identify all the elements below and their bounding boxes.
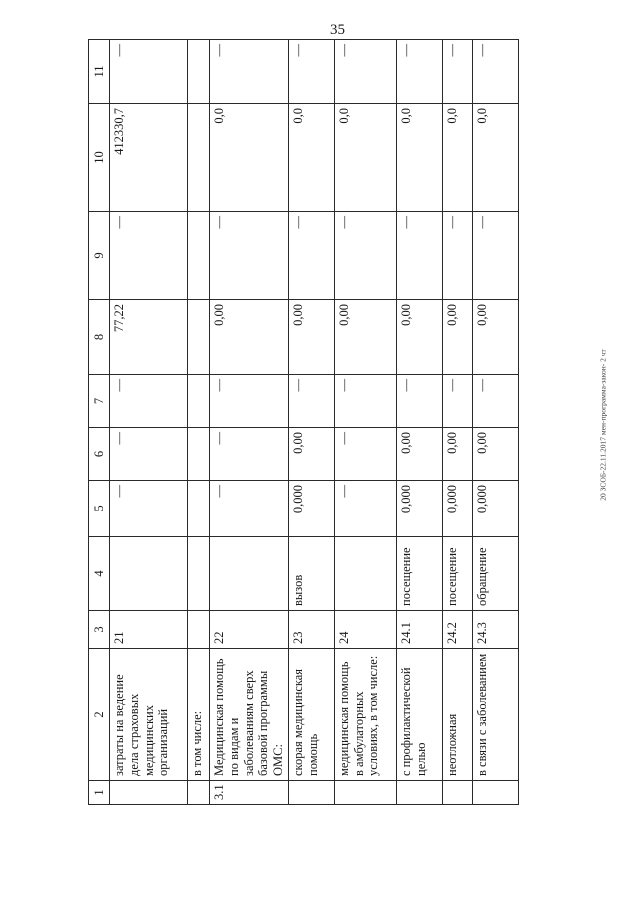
table-cell-col-10: 0,0 — [210, 104, 289, 212]
header-cell: 10 — [89, 104, 110, 212]
table-cell-col-3: 21 — [110, 611, 188, 649]
table-cell-col-1 — [442, 781, 472, 805]
table-cell-col-7: — — [288, 375, 334, 428]
table-cell-col-1 — [472, 781, 518, 805]
table-cell-col-5 — [188, 481, 210, 537]
table-cell-col-1 — [396, 781, 442, 805]
table-row — [188, 40, 210, 805]
header-cell: 11 — [89, 40, 110, 104]
table-cell-col-2: в том числе: — [188, 649, 210, 781]
table-body — [89, 40, 519, 805]
table-cell-col-1 — [188, 781, 210, 805]
table-cell-col-9: — — [110, 212, 188, 300]
header-row — [89, 40, 110, 805]
header-cell: 1 — [89, 781, 110, 805]
table-cell-col-1 — [110, 781, 188, 805]
table-cell-col-10: 0,0 — [396, 104, 442, 212]
table-row — [442, 40, 472, 805]
table-cell-col-4 — [188, 537, 210, 611]
table-cell-col-2: в связи с заболеванием — [472, 649, 518, 781]
table-cell-col-8: 0,00 — [442, 300, 472, 375]
table-row — [472, 40, 518, 805]
table-cell-col-10: 412330,7 — [110, 104, 188, 212]
table-cell-col-7: — — [472, 375, 518, 428]
rotated-table-frame — [88, 40, 508, 805]
header-cell: 9 — [89, 212, 110, 300]
table-cell-col-4: посещение — [442, 537, 472, 611]
table-cell-col-3: 22 — [210, 611, 289, 649]
table-cell-col-11: — — [110, 40, 188, 104]
table-cell-col-11: — — [210, 40, 289, 104]
table-cell-col-6: — — [110, 428, 188, 481]
table-cell-col-4: вызов — [288, 537, 334, 611]
table-cell-col-5: — — [334, 481, 396, 537]
table-cell-col-2: затраты на ведение дела страховых медицинских организаций — [110, 649, 188, 781]
table-cell-col-5: 0,000 — [396, 481, 442, 537]
table-cell-col-10: 0,0 — [334, 104, 396, 212]
table-cell-col-11 — [188, 40, 210, 104]
table-cell-col-8: 0,00 — [210, 300, 289, 375]
header-cell: 7 — [89, 375, 110, 428]
table-cell-col-3: 24 — [334, 611, 396, 649]
table-cell-col-6: 0,00 — [396, 428, 442, 481]
table-cell-col-8: 0,00 — [472, 300, 518, 375]
table-row — [396, 40, 442, 805]
table-cell-col-3: 24.3 — [472, 611, 518, 649]
header-cell: 3 — [89, 611, 110, 649]
side-note: 20 ЗСОБ-22.11.2017 мен-программа-закон- 2 чт — [598, 349, 608, 501]
table-cell-col-3: 23 — [288, 611, 334, 649]
table-row — [334, 40, 396, 805]
table-cell-col-7: — — [396, 375, 442, 428]
table-cell-col-2: Медицинская помощь по видам и заболеваниям сверх базовой программы ОМС: — [210, 649, 289, 781]
table-cell-col-1 — [288, 781, 334, 805]
table-cell-col-8: 0,00 — [396, 300, 442, 375]
table-cell-col-6: 0,00 — [472, 428, 518, 481]
table-cell-col-7: — — [210, 375, 289, 428]
table-cell-col-4: обращение — [472, 537, 518, 611]
header-cell: 4 — [89, 537, 110, 611]
table-cell-col-11: — — [396, 40, 442, 104]
table-cell-col-5: 0,000 — [442, 481, 472, 537]
table-cell-col-11: — — [442, 40, 472, 104]
table-cell-col-10 — [188, 104, 210, 212]
table-cell-col-6: — — [210, 428, 289, 481]
header-cell: 8 — [89, 300, 110, 375]
table-cell-col-8 — [188, 300, 210, 375]
table-cell-col-7: — — [334, 375, 396, 428]
table-cell-col-1: 3.1 — [210, 781, 289, 805]
table-cell-col-10: 0,0 — [442, 104, 472, 212]
table-cell-col-2: с профилактической целью — [396, 649, 442, 781]
table-cell-col-10: 0,0 — [288, 104, 334, 212]
table-cell-col-2: медицинская помощь в амбулаторных условиях, в том числе: — [334, 649, 396, 781]
table-cell-col-2: неотложная — [442, 649, 472, 781]
table-cell-col-6: — — [334, 428, 396, 481]
table-cell-col-10: 0,0 — [472, 104, 518, 212]
table-cell-col-3: 24.2 — [442, 611, 472, 649]
table-cell-col-8: 77,22 — [110, 300, 188, 375]
header-cell: 6 — [89, 428, 110, 481]
table-cell-col-4: посещение — [396, 537, 442, 611]
side-note-container — [598, 30, 608, 820]
table-cell-col-8: 0,00 — [334, 300, 396, 375]
table-cell-col-9: — — [396, 212, 442, 300]
table-cell-col-1 — [334, 781, 396, 805]
table-cell-col-9: — — [442, 212, 472, 300]
table-cell-col-6: 0,00 — [442, 428, 472, 481]
table-cell-col-11: — — [472, 40, 518, 104]
header-cell: 2 — [89, 649, 110, 781]
table-row — [110, 40, 188, 805]
table-cell-col-5: — — [210, 481, 289, 537]
table-cell-col-5: — — [110, 481, 188, 537]
table-cell-col-5: 0,000 — [472, 481, 518, 537]
table-cell-col-9: — — [472, 212, 518, 300]
table-cell-col-2: скорая медицинская помощь — [288, 649, 334, 781]
table-cell-col-9: — — [334, 212, 396, 300]
table-cell-col-7: — — [110, 375, 188, 428]
table-cell-col-11: — — [288, 40, 334, 104]
data-table — [88, 39, 519, 805]
table-cell-col-5: 0,000 — [288, 481, 334, 537]
table-cell-col-4 — [210, 537, 289, 611]
table-row — [288, 40, 334, 805]
table-cell-col-7: — — [442, 375, 472, 428]
table-cell-col-9: — — [210, 212, 289, 300]
table-cell-col-6: 0,00 — [288, 428, 334, 481]
header-cell: 5 — [89, 481, 110, 537]
table-cell-col-4 — [334, 537, 396, 611]
table-row — [210, 40, 289, 805]
table-cell-col-9: — — [288, 212, 334, 300]
page-number: 35 — [330, 22, 345, 38]
table-cell-col-9 — [188, 212, 210, 300]
table-cell-col-3: 24.1 — [396, 611, 442, 649]
table-cell-col-4 — [110, 537, 188, 611]
table-cell-col-6 — [188, 428, 210, 481]
table-cell-col-8: 0,00 — [288, 300, 334, 375]
table-cell-col-3 — [188, 611, 210, 649]
table-cell-col-7 — [188, 375, 210, 428]
table-cell-col-11: — — [334, 40, 396, 104]
